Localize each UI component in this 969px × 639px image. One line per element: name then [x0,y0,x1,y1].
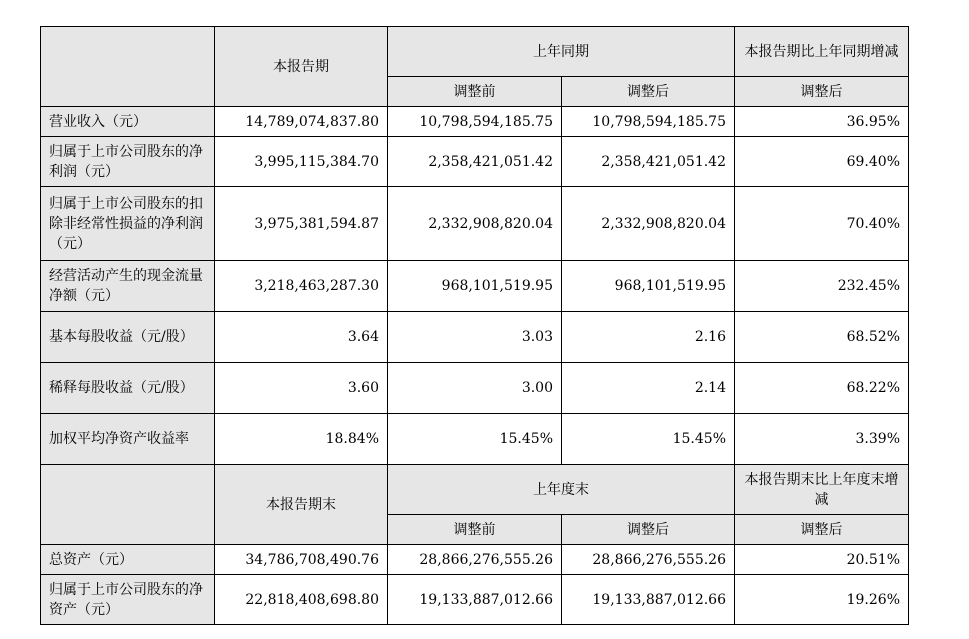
cell-change: 20.51% [735,545,909,575]
cell-current: 34,786,708,490.76 [215,545,388,575]
header-corner-cell [41,465,215,545]
cell-before: 2,332,908,820.04 [388,187,562,261]
cell-current: 18.84% [215,414,388,465]
cell-after: 19,133,887,012.66 [562,575,735,625]
cell-change: 70.40% [735,187,909,261]
header-corner-cell [41,27,215,107]
cell-change: 68.52% [735,312,909,363]
table-row [41,312,909,363]
cell-current: 3,218,463,287.30 [215,261,388,312]
cell-after: 15.45% [562,414,735,465]
row-label: 归属于上市公司股东的净资产（元） [41,575,215,625]
header-prior-year-end: 上年度末 [388,465,735,515]
cell-before: 28,866,276,555.26 [388,545,562,575]
cell-after: 2.14 [562,363,735,414]
cell-after: 968,101,519.95 [562,261,735,312]
cell-after: 2,358,421,051.42 [562,137,735,187]
header-period-end-change: 本报告期末比上年度末增减 [735,465,909,515]
row-label: 总资产（元） [41,545,215,575]
row-label: 加权平均净资产收益率 [41,414,215,465]
row-label: 经营活动产生的现金流量净额（元） [41,261,215,312]
row-label: 营业收入（元） [41,107,215,137]
header-after-adjustment: 调整后 [562,515,735,545]
cell-before: 10,798,594,185.75 [388,107,562,137]
table-row [41,545,909,575]
cell-current: 3,995,115,384.70 [215,137,388,187]
table-row [41,187,909,261]
row-label: 稀释每股收益（元/股） [41,363,215,414]
header-before-adjustment: 调整前 [388,77,562,107]
row-label: 归属于上市公司股东的扣除非经常性损益的净利润（元） [41,187,215,261]
cell-change: 69.40% [735,137,909,187]
cell-change: 19.26% [735,575,909,625]
cell-before: 2,358,421,051.42 [388,137,562,187]
cell-after: 28,866,276,555.26 [562,545,735,575]
header-after-adjustment: 调整后 [562,77,735,107]
cell-before: 19,133,887,012.66 [388,575,562,625]
table-row [41,575,909,625]
row-label: 基本每股收益（元/股） [41,312,215,363]
table-row [41,414,909,465]
cell-change: 3.39% [735,414,909,465]
header-current-period: 本报告期 [215,27,388,107]
cell-change: 36.95% [735,107,909,137]
cell-change: 232.45% [735,261,909,312]
table-row [41,107,909,137]
header-period-end: 本报告期末 [215,465,388,545]
header-yoy-change: 本报告期比上年同期增减 [735,27,909,77]
header-prior-year-period: 上年同期 [388,27,735,77]
financial-indicators-table [40,26,909,625]
header-row-3 [41,465,909,515]
cell-after: 10,798,594,185.75 [562,107,735,137]
row-label: 归属于上市公司股东的净利润（元） [41,137,215,187]
table-row [41,363,909,414]
cell-before: 3.03 [388,312,562,363]
cell-change: 68.22% [735,363,909,414]
cell-after: 2,332,908,820.04 [562,187,735,261]
header-row-1 [41,27,909,77]
cell-before: 968,101,519.95 [388,261,562,312]
cell-current: 3,975,381,594.87 [215,187,388,261]
header-before-adjustment: 调整前 [388,515,562,545]
cell-after: 2.16 [562,312,735,363]
cell-before: 15.45% [388,414,562,465]
cell-before: 3.00 [388,363,562,414]
table-row [41,261,909,312]
cell-current: 3.64 [215,312,388,363]
table-row [41,137,909,187]
cell-current: 14,789,074,837.80 [215,107,388,137]
header-change-after-adjustment: 调整后 [735,77,909,107]
cell-current: 22,818,408,698.80 [215,575,388,625]
header-change-after-adjustment: 调整后 [735,515,909,545]
cell-current: 3.60 [215,363,388,414]
